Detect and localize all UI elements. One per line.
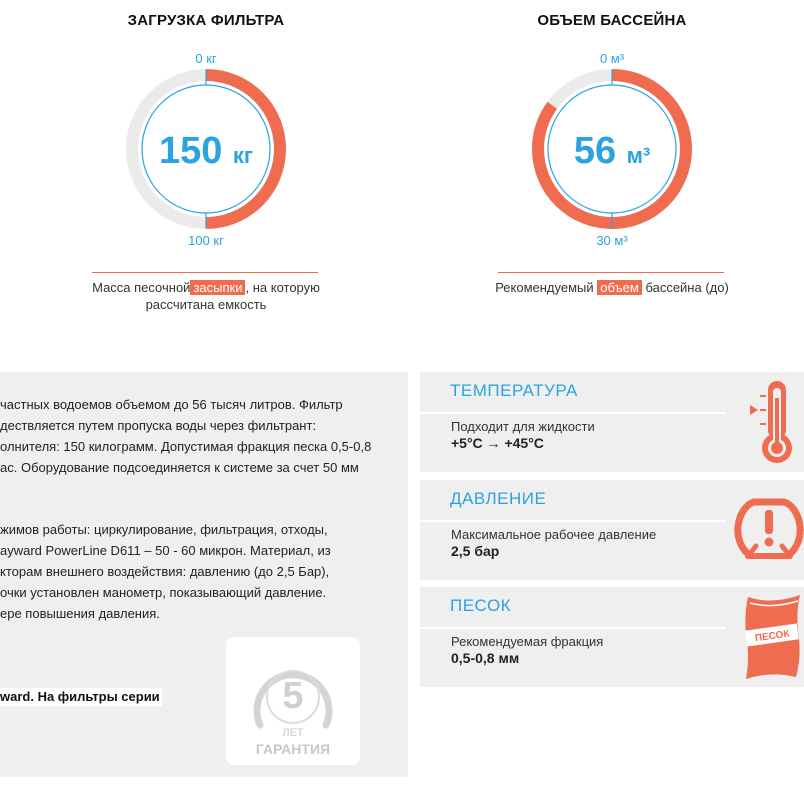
- description-line: ayward PowerLine D611 – 50 - 60 микрон. Материал, из: [0, 543, 331, 558]
- pool-caption-end: бассейна (до): [645, 280, 729, 295]
- sand-bag-label: ПЕСОК: [754, 628, 791, 645]
- temperature-divider: [420, 412, 726, 414]
- filter-gauge-divider: [92, 272, 318, 273]
- pool-gauge-dial: [512, 40, 712, 250]
- pool-gauge-title: ОБЪЕМ БАССЕЙНА: [537, 12, 687, 29]
- description-paragraph-2: [0, 519, 331, 624]
- pool-caption-start: Рекомендуемый: [495, 280, 594, 295]
- pool-gauge-caption: [472, 279, 752, 296]
- warranty-badge: [226, 637, 360, 765]
- pressure-divider: [420, 520, 726, 522]
- filter-load-gauge: [66, 0, 346, 312]
- pool-gauge-value-number: 56: [573, 130, 617, 172]
- temperature-label: Подходит для жидкости: [451, 419, 595, 434]
- description-line: частных водоемов объемом до 56 тысяч литров. Фильтр: [0, 397, 343, 412]
- temperature-value: +5°C → +45°C: [451, 435, 544, 451]
- description-line: ас. Оборудование подсоединяется к системе за счет 50 мм: [0, 460, 359, 475]
- pressure-value: 2,5 бар: [451, 543, 500, 559]
- sand-divider: [420, 627, 726, 629]
- pool-gauge-min-label: 0 м³: [599, 51, 625, 66]
- filter-gauge-caption: [66, 279, 346, 313]
- pool-gauge-divider: [498, 272, 724, 273]
- warranty-word: ГАРАНТИЯ: [255, 741, 331, 757]
- filter-caption-end: , на которую рассчитана емкость: [145, 280, 320, 312]
- sand-card: [420, 587, 804, 687]
- temperature-title: ТЕМПЕРАТУРА: [450, 381, 578, 400]
- pressure-title: ДАВЛЕНИЕ: [450, 489, 547, 508]
- description-line: дествляется путем пропуска воды через фильтрант:: [0, 418, 317, 433]
- warranty-note: ward. На фильтры серии: [0, 689, 160, 704]
- sand-bag-icon: [740, 591, 804, 683]
- description-line: кторам внешнего воздействия: давлению (до 2,5 Бар),: [0, 564, 330, 579]
- pressure-card: [420, 480, 804, 580]
- filter-gauge-max-label: 100 кг: [188, 233, 224, 248]
- warranty-badge-graphic: [226, 637, 360, 765]
- filter-gauge-value: [159, 130, 253, 172]
- filter-caption-highlight: засыпки: [190, 280, 245, 295]
- description-line: ере повышения давления.: [0, 606, 160, 621]
- pool-gauge-value-unit: м³: [626, 143, 651, 168]
- sand-value: 0,5-0,8 мм: [451, 650, 520, 666]
- sand-title: ПЕСОК: [450, 596, 512, 615]
- filter-gauge-title: ЗАГРУЗКА ФИЛЬТРА: [127, 12, 285, 29]
- pressure-warning-icon: [734, 490, 804, 570]
- thermometer-icon: [744, 378, 804, 466]
- warranty-number: 5: [282, 675, 304, 717]
- filter-gauge-value-number: 150: [158, 130, 223, 172]
- temperature-card: [420, 372, 804, 472]
- pool-gauge-max-label: 30 м³: [596, 233, 628, 248]
- warranty-years: ЛЕТ: [282, 727, 304, 739]
- filter-caption-start: Масса песочной: [92, 280, 191, 295]
- filter-gauge-dial: [106, 40, 306, 250]
- description-paragraph-1: [0, 394, 371, 478]
- filter-gauge-value-unit: кг: [232, 143, 254, 168]
- pool-gauge-value: [574, 130, 650, 172]
- description-line: олнителя: 150 килограмм. Допустимая фракция песка 0,5-0,8: [0, 439, 372, 454]
- description-line: жимов работы: циркулирование, фильтрация, отходы,: [0, 522, 328, 537]
- filter-gauge-min-label: 0 кг: [195, 51, 217, 66]
- pool-volume-gauge: [472, 0, 752, 295]
- sand-label: Рекомендуемая фракция: [451, 634, 604, 649]
- description-line: очки установлен манометр, показывающий давление.: [0, 585, 327, 600]
- pressure-label: Максимальное рабочее давление: [451, 527, 657, 542]
- pool-caption-highlight: объем: [597, 280, 642, 295]
